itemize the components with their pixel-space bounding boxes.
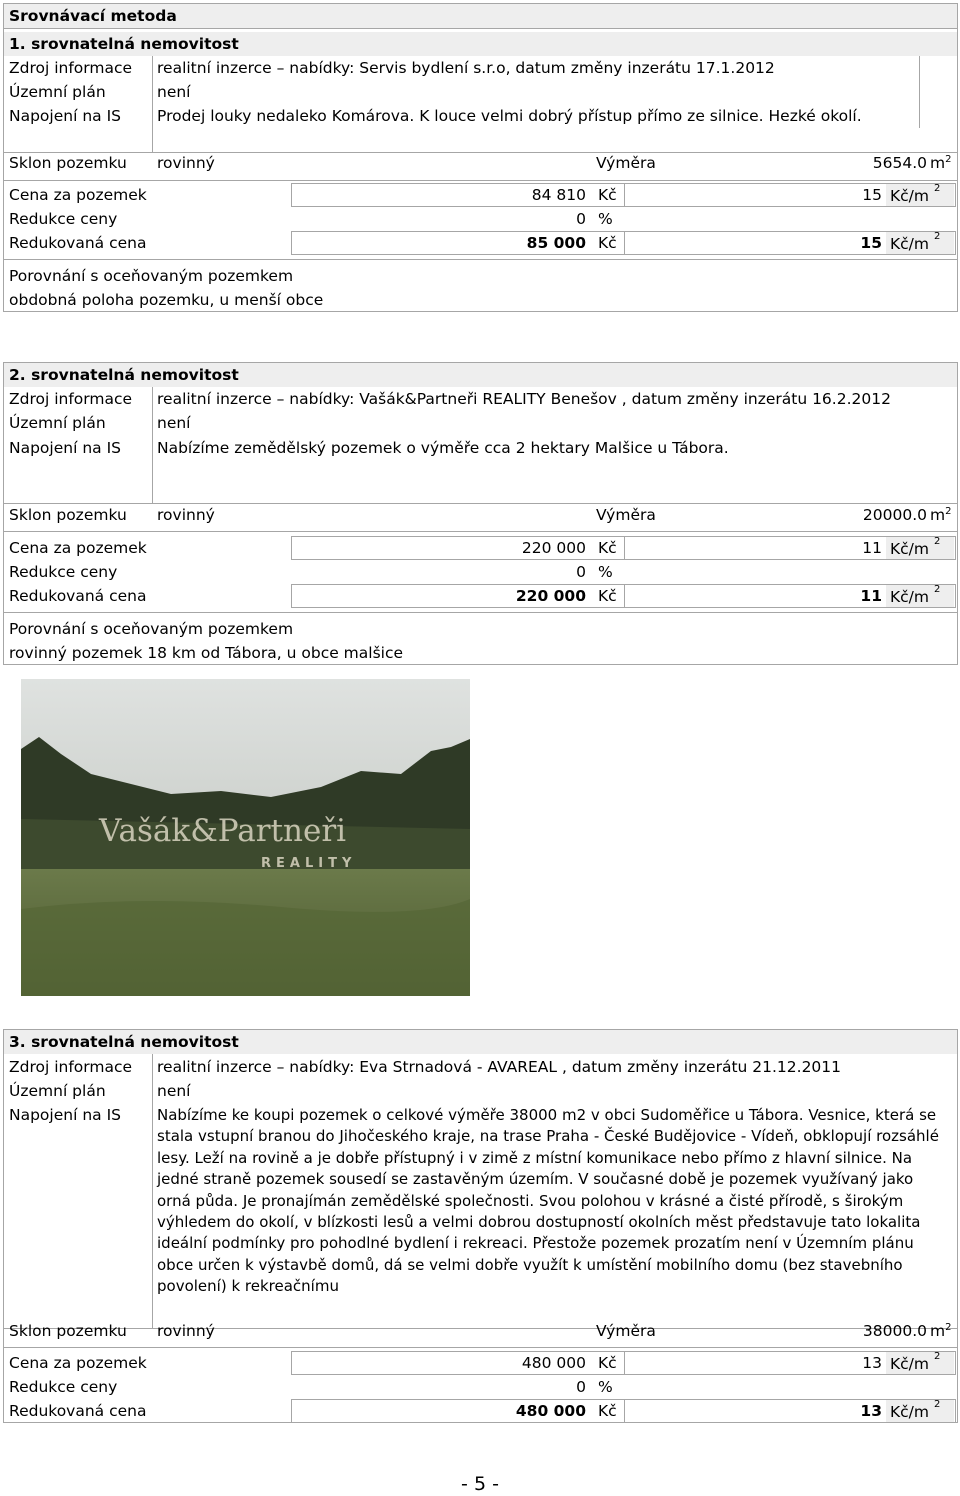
unit-pct: % (598, 210, 613, 228)
method-title (4, 4, 957, 28)
row-redukovana (4, 231, 957, 255)
value-redukovana: 480 000 (515, 1402, 586, 1420)
value-plan: není (157, 414, 191, 432)
label-redukovana: Redukovaná cena (9, 587, 147, 605)
divider (624, 1399, 625, 1423)
property-title (4, 1030, 957, 1054)
label-cena: Cena za pozemek (9, 186, 147, 204)
label-zdroj: Zdroj informace (9, 59, 133, 77)
label-cena: Cena za pozemek (9, 1354, 147, 1372)
unit-kcm2: Kč/m 2 (886, 184, 954, 206)
method-title-text: Srovnávací metoda (9, 7, 177, 25)
unit-kcm2: Kč/m 2 (886, 537, 954, 559)
row-napojeni (4, 436, 957, 460)
value-cena: 220 000 (521, 539, 586, 557)
label-sklon: Sklon pozemku (9, 506, 127, 524)
divider (624, 584, 625, 608)
property-title-text: 2. srovnatelná nemovitost (9, 366, 239, 384)
value-redukce: 0 (576, 210, 586, 228)
label-redukovana: Redukovaná cena (9, 1402, 147, 1420)
label-redukce: Redukce ceny (9, 1378, 118, 1396)
value-redukovana: 220 000 (515, 587, 586, 605)
label-plan: Územní plán (9, 83, 106, 101)
unit-m2: $m^2$ (930, 506, 952, 524)
unit-kc: Kč (598, 539, 617, 557)
value-cena: 84 810 (531, 186, 586, 204)
property-1-block (3, 3, 958, 312)
divider (4, 28, 957, 29)
row-zdroj (4, 1055, 957, 1079)
property-photo (21, 679, 470, 996)
property-title (4, 363, 957, 387)
label-sklon: Sklon pozemku (9, 1322, 127, 1340)
value-redukce: 0 (576, 1378, 586, 1396)
row-napojeni (4, 104, 957, 128)
unit-kc: Kč (598, 186, 617, 204)
property-title (4, 32, 957, 56)
row-porovnani-label (4, 617, 957, 641)
row-redukce (4, 1375, 957, 1399)
value-sklon: rovinný (157, 506, 215, 524)
unit-kcm2: Kč/m 2 (886, 232, 954, 254)
divider (4, 612, 957, 613)
label-porovnani: Porovnání s oceňovaným pozemkem (9, 620, 294, 638)
label-redukovana: Redukovaná cena (9, 234, 147, 252)
label-redukce: Redukce ceny (9, 563, 118, 581)
label-porovnani: Porovnání s oceňovaným pozemkem (9, 267, 294, 285)
divider (4, 1347, 957, 1348)
divider (624, 183, 625, 207)
row-cena (4, 1351, 957, 1375)
label-vymera: Výměra (596, 154, 656, 172)
label-cena: Cena za pozemek (9, 539, 147, 557)
label-napojeni: Napojení na IS (9, 1106, 121, 1124)
value-plan: není (157, 1082, 191, 1100)
value-napojeni: Nabízíme ke koupi pozemek o celkové výměře 38000 m2 v obci Sudoměřice u Tábora. Vesnice, která se stala vstupní branou do Jihočeského kraje, na trase Praha - České Budějovice - Vídeň, obklopují rozsáhlé lesy. Leží na rovině a je dobře přístupný i v zimě z místní komunikace nebo přímo z hlavní silnice. Na jedné straně pozemek sousedí se zastavěným územím. V současné době je pozemek využívaný jako orná půda. Je pronajímán zemědělské společnosti. Svou polohou v krásné a čisté přírodě, s širokým výhledem do okolí, v blízkosti lesů a velmi dobrou dostupností okolních měst představuje tato lokalita ideální podmínky pro pohodlné bydlení i rekreaci. Přestože pozemek prozatím není v Územním plánu obce určen k výstavbě domů, dá se velmi dobře využít k umístění mobilního domu (bez stavebního povolení) k rekreačnímu (157, 1106, 939, 1296)
value-cena: 480 000 (521, 1354, 586, 1372)
value-vymera: 20000.0 (862, 506, 927, 524)
unit-kc: Kč (598, 587, 617, 605)
divider (624, 536, 625, 560)
row-plan (4, 80, 957, 104)
watermark-main: Vašák&Partneři (99, 813, 347, 849)
watermark-sub: REALITY (261, 856, 357, 871)
row-redukce (4, 207, 957, 231)
label-napojeni: Napojení na IS (9, 107, 121, 125)
row-sklon (4, 1319, 957, 1343)
label-zdroj: Zdroj informace (9, 390, 133, 408)
row-redukovana (4, 584, 957, 608)
divider (4, 259, 957, 260)
unit-m2: $m^2$ (930, 1322, 952, 1340)
row-sklon (4, 503, 957, 527)
value-napojeni: Nabízíme zemědělský pozemek o výměře cca 2 hektary Malšice u Tábora. (157, 439, 729, 457)
unit-pct: % (598, 563, 613, 581)
label-plan: Územní plán (9, 414, 106, 432)
value-redukovana-m2: 13 (860, 1402, 882, 1420)
label-vymera: Výměra (596, 506, 656, 524)
value-porovnani: rovinný pozemek 18 km od Tábora, u obce malšice (9, 644, 404, 662)
value-vymera: 38000.0 (862, 1322, 927, 1340)
property-3-block (3, 1029, 958, 1423)
row-sklon (4, 151, 957, 175)
label-vymera: Výměra (596, 1322, 656, 1340)
divider (4, 180, 957, 181)
value-plan: není (157, 83, 191, 101)
value-napojeni: Prodej louky nedaleko Komárova. K louce velmi dobrý přístup přímo ze silnice. Hezké okolí. (157, 107, 862, 125)
row-cena (4, 183, 957, 207)
value-cena-m2: 11 (862, 539, 882, 557)
value-sklon: rovinný (157, 154, 215, 172)
value-porovnani: obdobná poloha pozemku, u menší obce (9, 291, 324, 309)
label-napojeni: Napojení na IS (9, 439, 121, 457)
label-redukce: Redukce ceny (9, 210, 118, 228)
field-photo-illustration (21, 679, 470, 996)
value-zdroj: realitní inzerce – nabídky: Servis bydlení s.r.o, datum změny inzerátu 17.1.2012 (157, 59, 775, 77)
property-title-text: 3. srovnatelná nemovitost (9, 1033, 239, 1051)
unit-kc: Kč (598, 1402, 617, 1420)
row-porovnani-value (4, 641, 957, 665)
value-redukce: 0 (576, 563, 586, 581)
unit-kc: Kč (598, 1354, 617, 1372)
property-2-block (3, 362, 958, 665)
row-redukovana (4, 1399, 957, 1423)
label-plan: Územní plán (9, 1082, 106, 1100)
unit-m2: $m^2$ (930, 154, 952, 172)
unit-kc: Kč (598, 234, 617, 252)
divider (4, 531, 957, 532)
unit-kcm2: Kč/m 2 (886, 585, 954, 607)
divider (624, 1351, 625, 1375)
label-sklon: Sklon pozemku (9, 154, 127, 172)
row-zdroj (4, 387, 957, 411)
label-zdroj: Zdroj informace (9, 1058, 133, 1076)
row-porovnani-label (4, 264, 957, 288)
value-vymera: 5654.0 (872, 154, 927, 172)
value-cena-m2: 15 (862, 186, 882, 204)
divider (624, 231, 625, 255)
unit-kcm2: Kč/m 2 (886, 1400, 954, 1422)
unit-kcm2: Kč/m 2 (886, 1352, 954, 1374)
unit-pct: % (598, 1378, 613, 1396)
row-plan (4, 411, 957, 435)
page-number: - 5 - (461, 1473, 499, 1495)
value-zdroj: realitní inzerce – nabídky: Vašák&Partneři REALITY Benešov , datum změny inzerátu 16.2.2012 (157, 390, 891, 408)
row-zdroj (4, 56, 957, 80)
field-texture (21, 899, 470, 996)
property-title-text: 1. srovnatelná nemovitost (9, 35, 239, 53)
value-redukovana-m2: 15 (860, 234, 882, 252)
row-plan (4, 1079, 957, 1103)
row-porovnani-value (4, 288, 957, 312)
value-zdroj: realitní inzerce – nabídky: Eva Strnadová - AVAREAL , datum změny inzerátu 21.12.2011 (157, 1058, 842, 1076)
row-cena (4, 536, 957, 560)
value-redukovana-m2: 11 (860, 587, 882, 605)
value-redukovana: 85 000 (526, 234, 586, 252)
row-redukce (4, 560, 957, 584)
value-sklon: rovinný (157, 1322, 215, 1340)
value-cena-m2: 13 (862, 1354, 882, 1372)
